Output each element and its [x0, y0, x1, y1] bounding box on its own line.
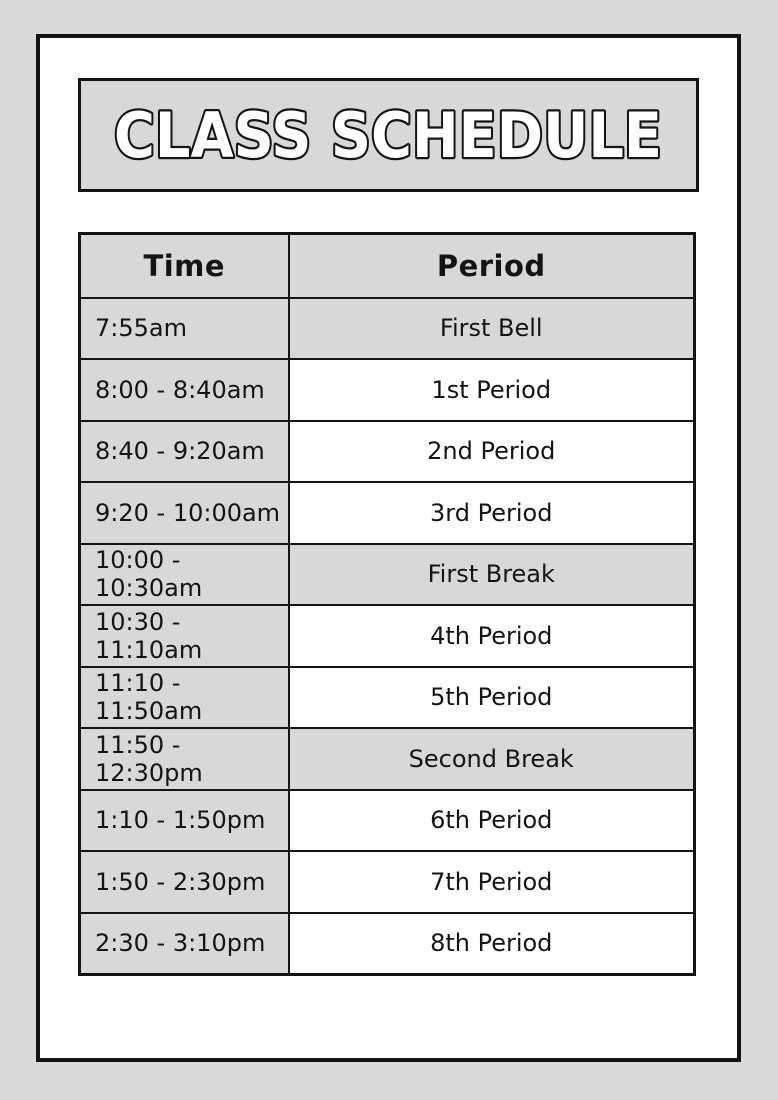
title-banner: [78, 78, 699, 192]
period-cell: 2nd Period: [289, 421, 695, 483]
table-row: [80, 851, 695, 913]
time-cell: 7:55am: [80, 298, 289, 360]
time-cell: 8:00 - 8:40am: [80, 359, 289, 421]
table-row: [80, 298, 695, 360]
page-title: CLASS SCHEDULE: [114, 99, 662, 172]
table-row: [80, 421, 695, 483]
time-cell: 10:30 - 11:10am: [80, 605, 289, 667]
period-cell: First Break: [289, 544, 695, 606]
title-svg: [81, 81, 696, 189]
time-cell: 8:40 - 9:20am: [80, 421, 289, 483]
table-row: [80, 482, 695, 544]
time-cell: 11:10 - 11:50am: [80, 667, 289, 729]
period-cell: 1st Period: [289, 359, 695, 421]
time-cell: 1:10 - 1:50pm: [80, 790, 289, 852]
table-row: [80, 667, 695, 729]
column-header-period: Period: [289, 234, 695, 298]
period-cell: 7th Period: [289, 851, 695, 913]
period-cell: Second Break: [289, 728, 695, 790]
time-cell: 9:20 - 10:00am: [80, 482, 289, 544]
period-cell: 3rd Period: [289, 482, 695, 544]
time-cell: 1:50 - 2:30pm: [80, 851, 289, 913]
column-header-time: Time: [80, 234, 289, 298]
schedule-card: [36, 34, 741, 1062]
period-cell: 5th Period: [289, 667, 695, 729]
period-cell: 6th Period: [289, 790, 695, 852]
time-cell: 2:30 - 3:10pm: [80, 913, 289, 975]
period-cell: 8th Period: [289, 913, 695, 975]
table-row: [80, 544, 695, 606]
table-row: [80, 790, 695, 852]
table-row: [80, 605, 695, 667]
period-cell: First Bell: [289, 298, 695, 360]
table-row: [80, 913, 695, 975]
schedule-table-body: [80, 298, 695, 975]
header-row: [80, 234, 695, 298]
time-cell: 11:50 - 12:30pm: [80, 728, 289, 790]
schedule-table: [78, 232, 696, 976]
period-cell: 4th Period: [289, 605, 695, 667]
time-cell: 10:00 - 10:30am: [80, 544, 289, 606]
table-row: [80, 728, 695, 790]
table-row: [80, 359, 695, 421]
